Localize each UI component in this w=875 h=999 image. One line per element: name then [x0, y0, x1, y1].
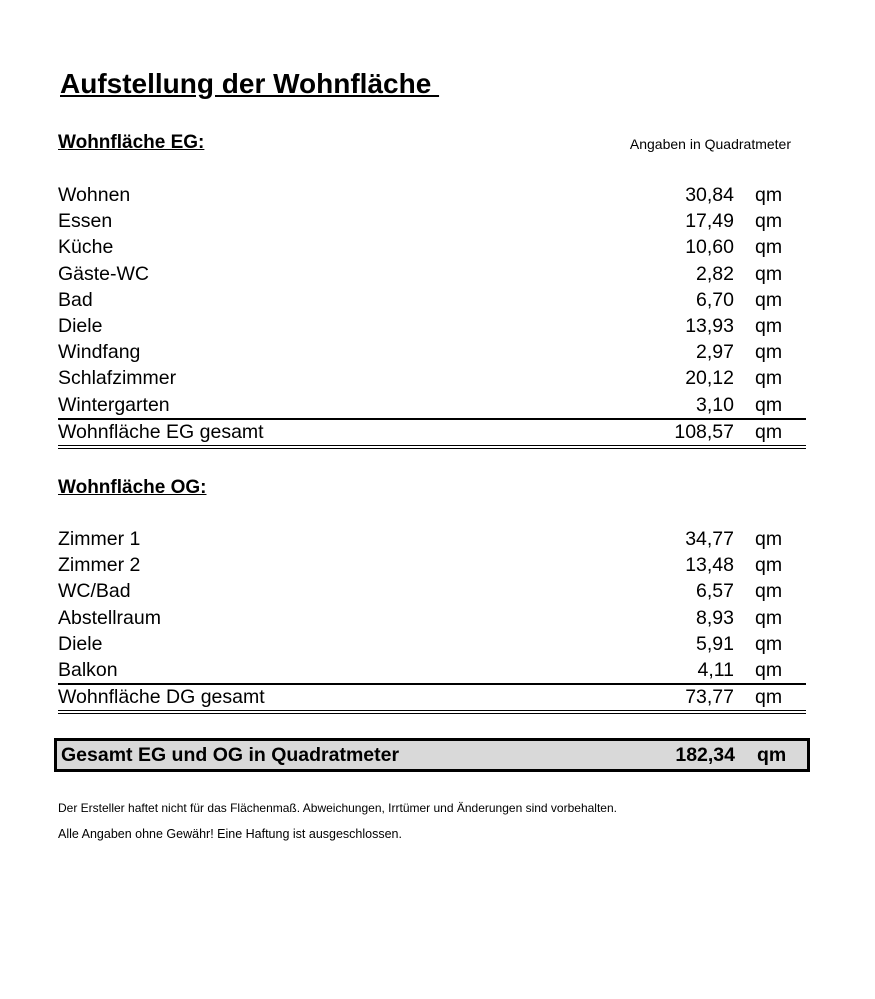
room-label: Abstellraum — [58, 606, 161, 629]
room-label: Wohnen — [58, 184, 131, 206]
table-row — [58, 182, 806, 208]
table-row — [58, 605, 806, 631]
room-label: Windfang — [58, 341, 141, 364]
room-label: Bad — [58, 288, 93, 311]
unit-label: qm — [755, 341, 783, 364]
table-row — [58, 313, 806, 339]
unit-label: qm — [755, 184, 783, 206]
table-row — [58, 392, 806, 418]
room-label: Gäste-WC — [58, 262, 150, 285]
table-row — [58, 552, 806, 578]
table-row — [58, 578, 806, 604]
table-row — [58, 631, 806, 657]
area-value: 4,11 — [697, 658, 734, 681]
disclaimer-liability: Der Ersteller haftet nicht für das Flächenmaß. Abweichungen, Irrtümer und Änderungen sind vorbehalten. — [58, 801, 617, 815]
table-row — [58, 261, 806, 287]
table-row — [58, 526, 806, 552]
area-value: 6,57 — [696, 580, 734, 603]
table-row — [58, 365, 806, 391]
og-table — [58, 526, 806, 714]
total-label: Wohnfläche DG gesamt — [58, 686, 265, 709]
room-label: Zimmer 1 — [58, 528, 141, 550]
area-value: 13,48 — [685, 554, 734, 577]
unit-label: qm — [755, 606, 783, 629]
area-value: 20,12 — [685, 367, 734, 390]
og-total-row — [58, 683, 806, 714]
room-label: Diele — [58, 632, 103, 655]
eg-total-row — [58, 418, 806, 449]
units-note: Angaben in Quadratmeter — [629, 136, 791, 152]
table-row — [58, 234, 806, 260]
room-label: Diele — [58, 314, 103, 337]
unit-label: qm — [755, 236, 783, 259]
disclaimer-no-guarantee: Alle Angaben ohne Gewähr! Eine Haftung ist ausgeschlossen. — [58, 827, 402, 841]
area-value: 34,77 — [685, 528, 734, 550]
unit-label: qm — [755, 262, 783, 285]
room-label: Balkon — [58, 658, 118, 681]
area-value: 2,97 — [696, 341, 734, 364]
total-label: Wohnfläche EG gesamt — [58, 420, 264, 443]
unit-label: qm — [755, 686, 783, 709]
page-title: Aufstellung der Wohnfläche — [60, 68, 440, 99]
unit-label: qm — [755, 632, 783, 655]
total-value: 108,57 — [674, 420, 734, 443]
room-label: Küche — [58, 236, 114, 259]
unit-label: qm — [755, 658, 783, 681]
unit-label: qm — [755, 393, 783, 416]
section-heading-og: Wohnfläche OG: — [58, 477, 207, 498]
unit-label: qm — [755, 554, 783, 577]
area-value: 10,60 — [685, 236, 734, 259]
room-label: Essen — [58, 210, 113, 233]
unit-label: qm — [755, 210, 783, 233]
room-label: Wintergarten — [58, 393, 170, 416]
unit-label: qm — [755, 420, 783, 443]
unit-label: qm — [755, 580, 783, 603]
area-value: 17,49 — [685, 210, 734, 233]
room-label: Schlafzimmer — [58, 367, 177, 390]
section-heading-eg: Wohnfläche EG: — [58, 132, 205, 153]
grand-total-value: 182,34 — [675, 744, 735, 766]
area-value: 3,10 — [696, 393, 734, 416]
table-row — [58, 208, 806, 234]
unit-label: qm — [755, 528, 783, 550]
area-value: 6,70 — [696, 288, 734, 311]
room-label: WC/Bad — [58, 580, 131, 603]
eg-table — [58, 182, 806, 449]
area-value: 5,91 — [696, 632, 734, 655]
grand-total-box — [54, 738, 810, 772]
area-value: 13,93 — [685, 314, 734, 337]
room-label: Zimmer 2 — [58, 554, 141, 577]
unit-label: qm — [755, 314, 783, 337]
grand-total-label: Gesamt EG und OG in Quadratmeter — [61, 744, 400, 766]
area-value: 8,93 — [696, 606, 734, 629]
unit-label: qm — [757, 744, 787, 766]
total-value: 73,77 — [685, 686, 734, 709]
table-row — [58, 657, 806, 683]
unit-label: qm — [755, 288, 783, 311]
area-value: 2,82 — [696, 262, 734, 285]
table-row — [58, 339, 806, 365]
unit-label: qm — [755, 367, 783, 390]
table-row — [58, 287, 806, 313]
area-value: 30,84 — [685, 184, 734, 206]
